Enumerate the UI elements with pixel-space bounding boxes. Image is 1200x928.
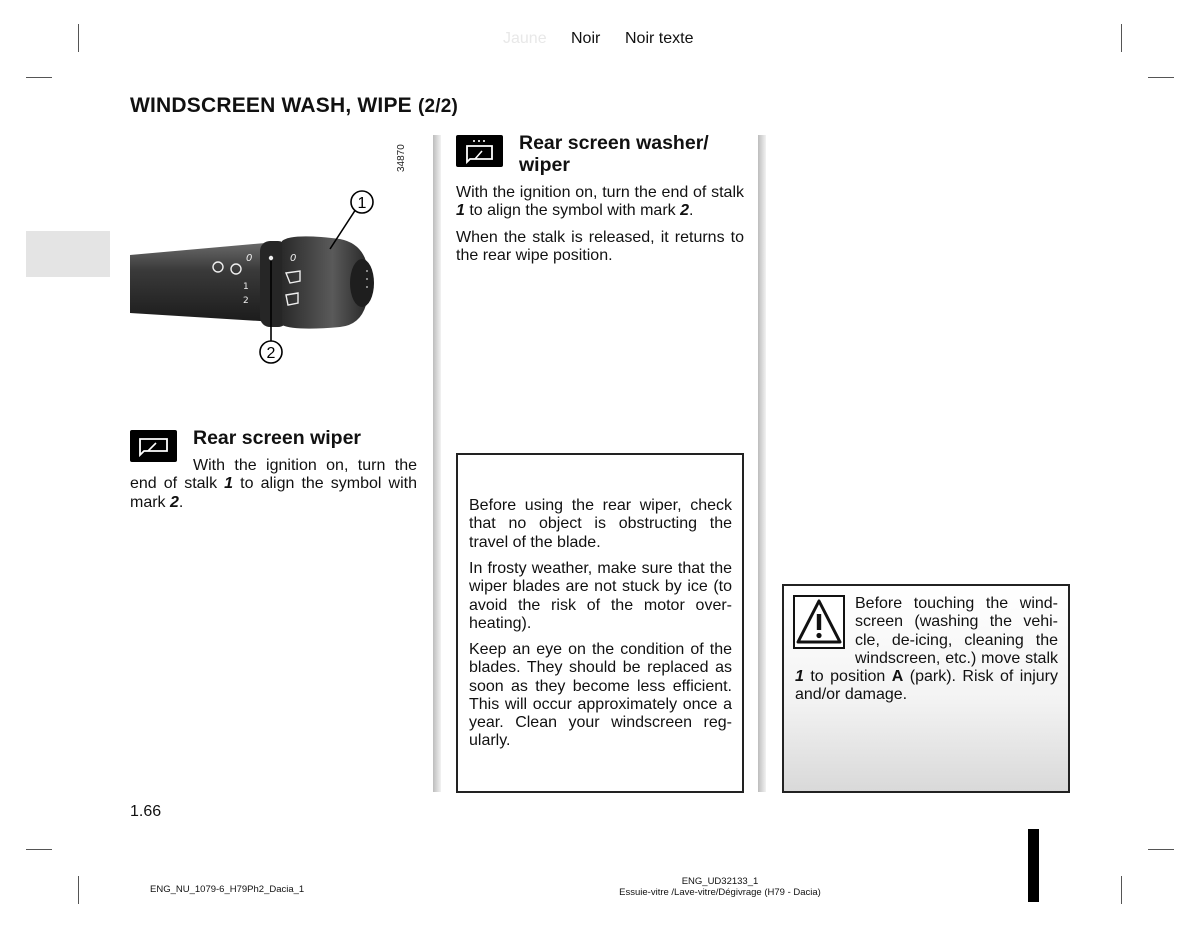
warning-text — [795, 595, 1058, 705]
color-mark-jaune: Jaune — [503, 30, 547, 47]
rear-wiper-mark-number: 2 — [170, 493, 179, 511]
color-mark-noir: Noir — [571, 30, 601, 47]
note-paragraph-3: Keep an eye on the condition of the blades. They should be replaced as soon as they become less efficient. This will occur approximately once a year. Clean your windscreen reg-ularly. — [469, 641, 732, 750]
crop-mark — [1148, 77, 1174, 78]
rear-washer-text-2: When the stalk is released, it returns to the rear wipe position. — [456, 229, 744, 265]
rear-washer-text-prefix: With the ignition on, turn the end of stalk — [456, 184, 744, 201]
figure-code — [394, 138, 424, 178]
rear-washer-text-mid: to align the symbol with mark — [464, 202, 681, 220]
rear-wiper-text-mid: to align the symbol with mark — [130, 475, 417, 511]
rear-washer-icon — [456, 135, 503, 167]
footer-center-code: ENG_UD32133_1 — [681, 876, 759, 887]
crop-mark — [78, 876, 79, 904]
crop-mark — [26, 77, 52, 78]
warning-text-mid: to position — [803, 668, 892, 686]
rear-washer-heading: Rear screen washer/ wiper — [519, 132, 709, 176]
warning-text-suffix: (park). Risk of injury and/or damage. — [795, 668, 1058, 704]
rear-washer-text-1 — [456, 184, 744, 221]
crop-mark — [1121, 876, 1122, 904]
page-title-text: WINDSCREEN WASH, WIPE — [130, 94, 412, 117]
crop-mark — [1121, 24, 1122, 52]
warning-box — [782, 584, 1070, 793]
footer-center — [560, 876, 880, 898]
warning-icon-spacer — [795, 595, 855, 665]
footer-center-subtitle: Essuie-vitre /Lave-vitre/Dégivrage (H79 - Dacia) — [619, 887, 821, 898]
stalk-mark-one: 1 — [243, 282, 249, 292]
column-divider-left — [433, 135, 441, 792]
stalk-mark-two: 2 — [243, 296, 249, 306]
rear-washer-mark-number: 2 — [680, 202, 690, 220]
note-box — [456, 453, 744, 793]
rear-washer-stalk-number: 1 — [456, 202, 465, 220]
footer-left-code: ENG_NU_1079-6_H79Ph2_Dacia_1 — [150, 884, 305, 895]
rear-wiper-text-prefix: With the ignition on, turn the end of stalk — [130, 457, 417, 493]
column-divider-right — [758, 135, 766, 792]
note-paragraph-2: In frosty weather, make sure that the wiper blades are not stuck by ice (to avoid the risk of the motor over-heating). — [469, 560, 732, 632]
rear-wiper-text-suffix: . — [178, 493, 184, 511]
crop-mark — [1148, 849, 1174, 850]
figure-code-text: 34870 — [396, 144, 407, 172]
crop-mark — [78, 24, 79, 52]
rear-washer-text-suffix: . — [689, 202, 694, 220]
chapter-tab — [26, 231, 110, 277]
note-paragraph-1: Before using the rear wiper, check that no object is obstructing the travel of the blade. — [469, 497, 732, 551]
chapter-marker-bar — [1028, 829, 1039, 902]
page-title-suffix: (2/2) — [417, 96, 459, 117]
stalk-mark-zero-b: 0 — [290, 253, 297, 264]
warning-position: A — [891, 668, 904, 686]
crop-mark — [26, 849, 52, 850]
callout-2-label: 2 — [266, 345, 276, 362]
color-mark-noir-texte: Noir texte — [625, 30, 694, 47]
wiper-stalk-illustration — [130, 185, 390, 370]
stalk-mark-zero-a: 0 — [246, 253, 253, 264]
rear-wiper-text — [130, 457, 417, 512]
rear-wiper-heading: Rear screen wiper — [193, 427, 362, 449]
warning-stalk-number: 1 — [795, 668, 804, 686]
callout-1-label: 1 — [357, 195, 367, 212]
warning-text-prefix: Before touching the wind-screen (washing the vehi-cle, de-icing, cleaning the windscreen, etc.) move stalk — [855, 595, 1058, 667]
page-title — [130, 94, 458, 118]
rear-wiper-stalk-number: 1 — [224, 475, 234, 493]
page-number: 1.66 — [130, 803, 162, 820]
